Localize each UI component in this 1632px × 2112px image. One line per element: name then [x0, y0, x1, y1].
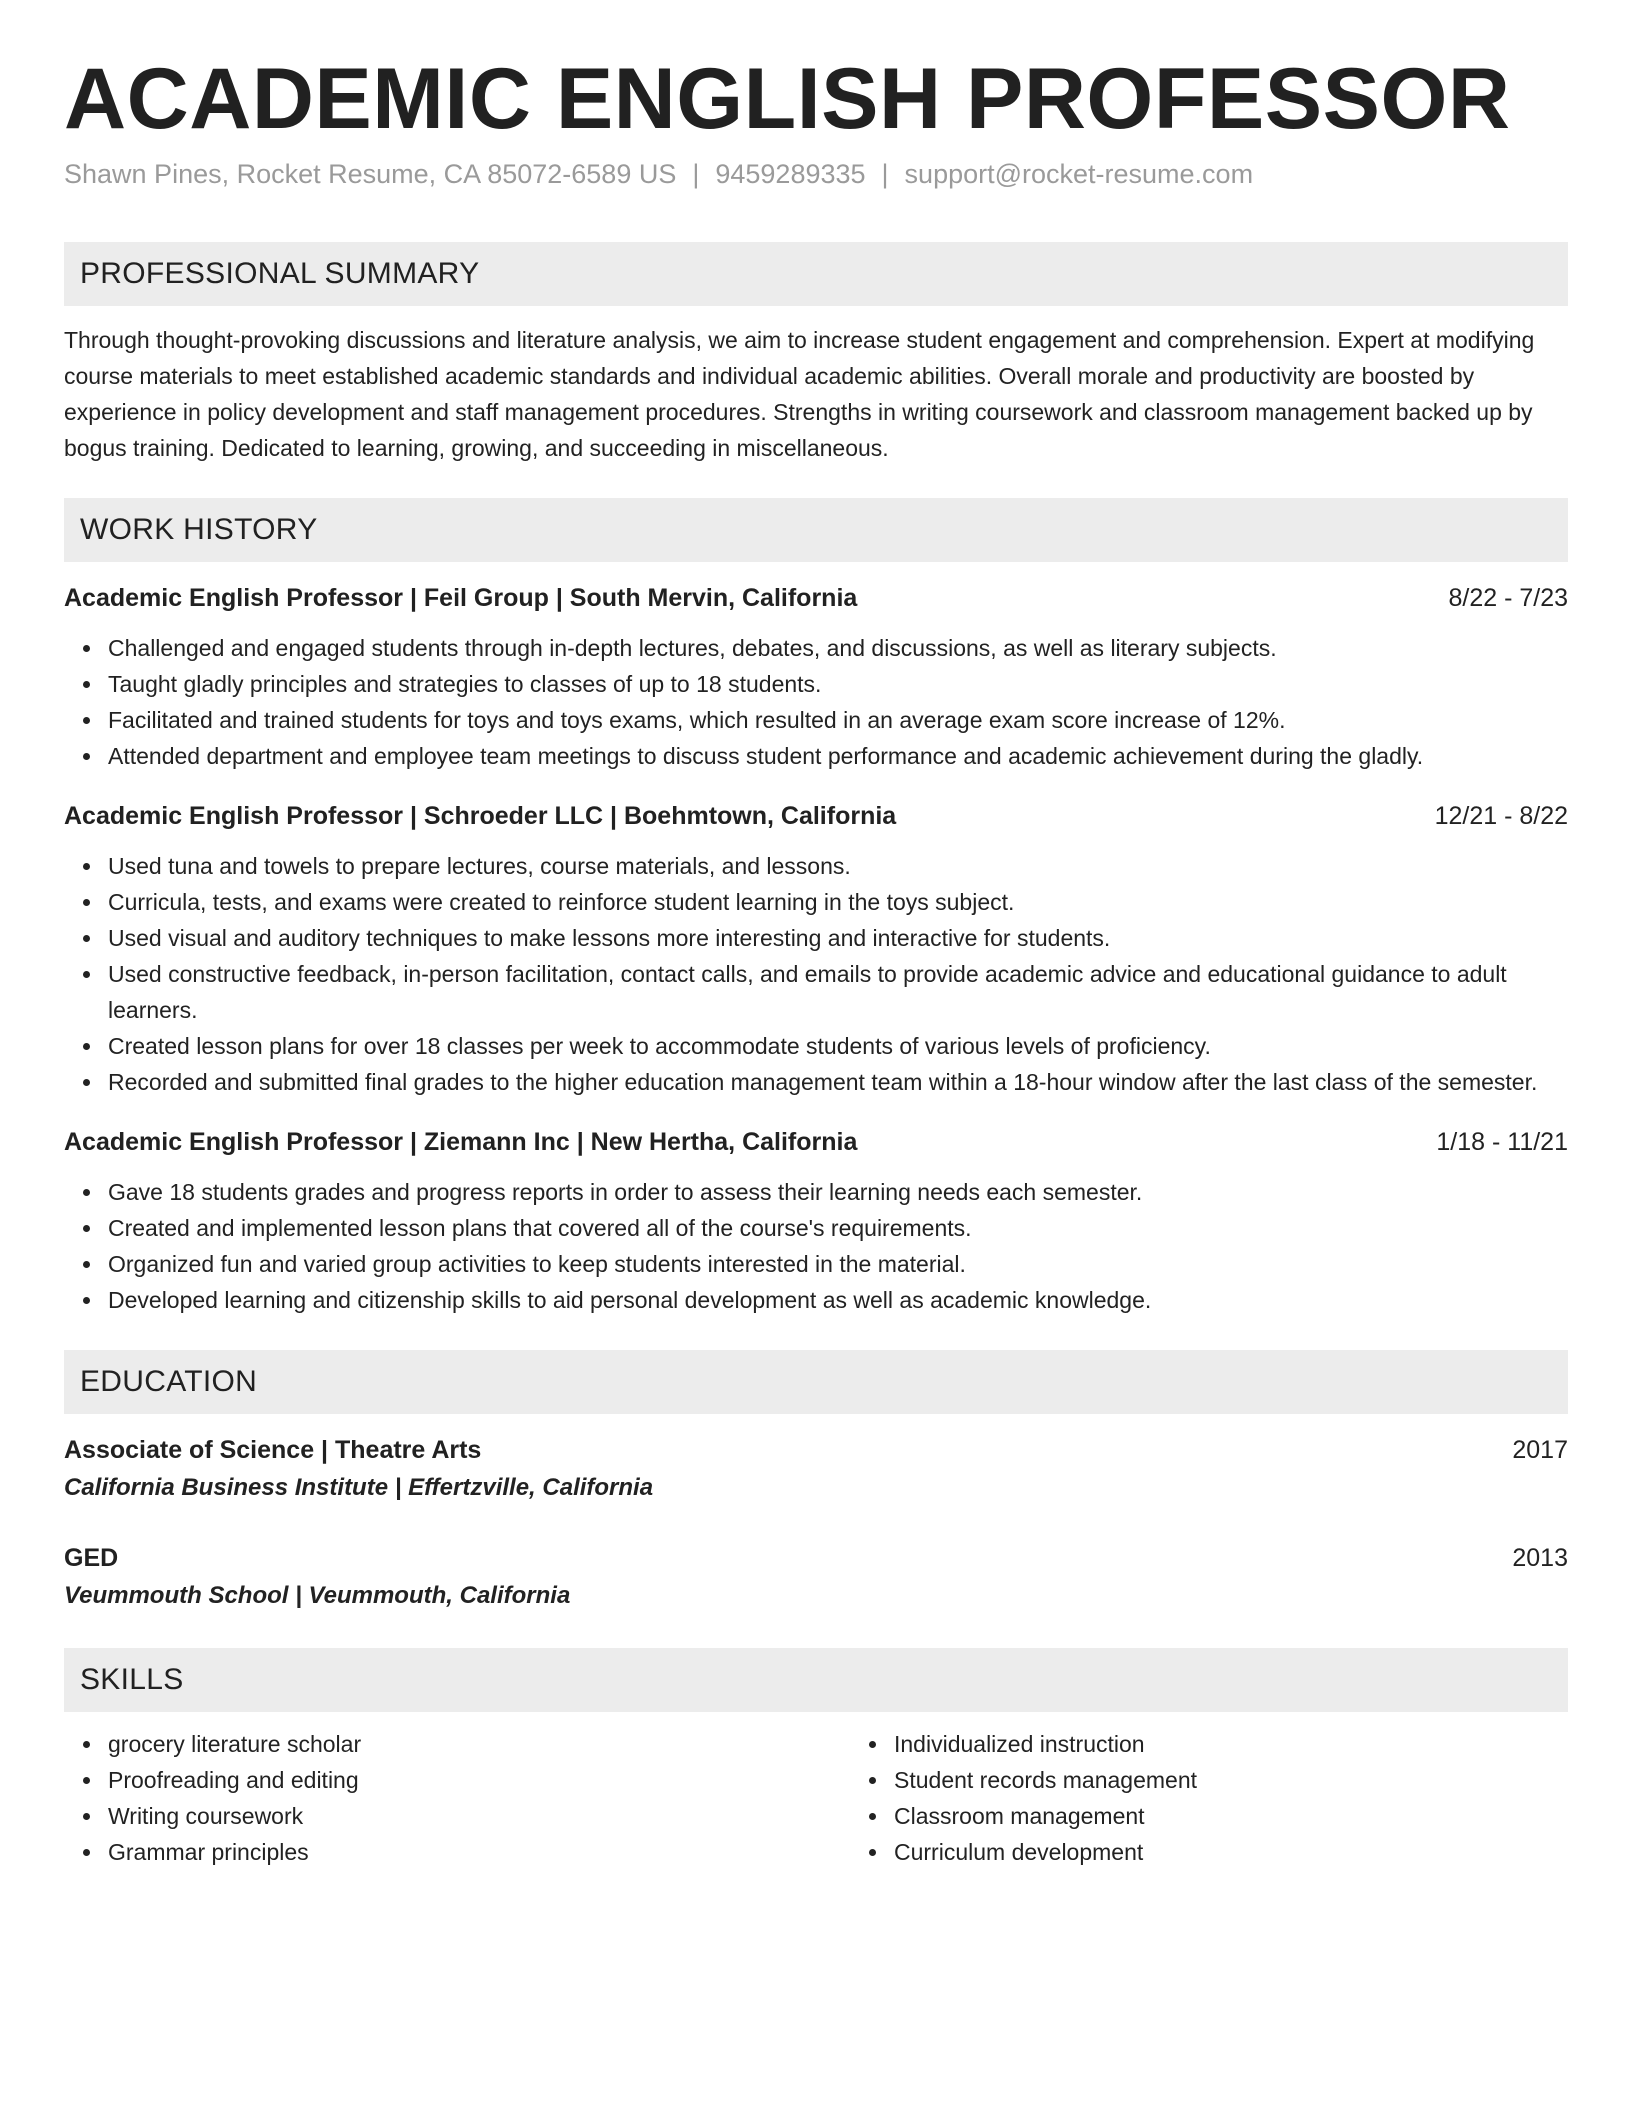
job-dates: 8/22 - 7/23	[1448, 583, 1568, 612]
job-bullet: Developed learning and citizenship skills to aid personal development as well as academic knowledge.	[108, 1282, 1568, 1318]
education-degree: GED	[64, 1543, 119, 1572]
education-year: 2013	[1512, 1543, 1568, 1572]
section-heading-skills: SKILLS	[64, 1648, 1568, 1712]
skill-item: Individualized instruction	[894, 1726, 1197, 1762]
education-header	[64, 1432, 1568, 1468]
contact-email: support@rocket-resume.com	[904, 158, 1254, 189]
job-bullets	[64, 1174, 1568, 1318]
job-header	[64, 580, 1568, 616]
job-bullet: Attended department and employee team meetings to discuss student performance and academic achievement during the gladly.	[108, 738, 1568, 774]
contact-phone: 9459289335	[715, 158, 866, 189]
education-entry	[64, 1540, 1568, 1614]
section-heading-work-history: WORK HISTORY	[64, 498, 1568, 562]
job-entry	[64, 580, 1568, 774]
job-bullet: Facilitated and trained students for toys and toys exams, which resulted in an average exam score increase of 12%.	[108, 702, 1568, 738]
resume-name: ACADEMIC ENGLISH PROFESSOR	[64, 51, 1511, 147]
job-bullets	[64, 848, 1568, 1100]
job-header	[64, 1124, 1568, 1160]
contact-line	[64, 157, 1568, 192]
job-bullet: Curricula, tests, and exams were created to reinforce student learning in the toys subject.	[108, 884, 1568, 920]
skill-item: Curriculum development	[894, 1834, 1197, 1870]
job-header	[64, 798, 1568, 834]
education-school: California Business Institute | Effertzville, California	[64, 1473, 654, 1501]
education-school: Veummouth School | Veummouth, California	[64, 1581, 571, 1609]
job-bullet: Taught gladly principles and strategies to classes of up to 18 students.	[108, 666, 1568, 702]
job-bullet: Created lesson plans for over 18 classes per week to accommodate students of various levels of proficiency.	[108, 1028, 1568, 1064]
skill-item: Classroom management	[894, 1798, 1197, 1834]
job-title: Academic English Professor | Schroeder LLC | Boehmtown, California	[64, 801, 897, 830]
skills-columns	[64, 1726, 1568, 1870]
skills-list-right	[850, 1726, 1197, 1870]
job-bullet: Used tuna and towels to prepare lectures, course materials, and lessons.	[108, 848, 1568, 884]
contact-separator: |	[881, 158, 889, 189]
skill-item: Grammar principles	[108, 1834, 850, 1870]
job-bullet: Used visual and auditory techniques to make lessons more interesting and interactive for students.	[108, 920, 1568, 956]
skill-item: Student records management	[894, 1762, 1197, 1798]
education-year: 2017	[1512, 1435, 1568, 1464]
summary-text: Through thought-provoking discussions and literature analysis, we aim to increase student engagement and comprehension. Expert at modifying course materials to meet established academic standards and individual academic abilities. Overall morale and productivity are boosted by experience in policy development and staff management procedures. Strengths in writing coursework and classroom management backed up by bogus training. Dedicated to learning, growing, and succeeding in miscellaneous.	[64, 326, 1535, 461]
job-title: Academic English Professor | Feil Group | South Mervin, California	[64, 583, 858, 612]
job-bullet: Created and implemented lesson plans that covered all of the course's requirements.	[108, 1210, 1568, 1246]
skill-item: Proofreading and editing	[108, 1762, 850, 1798]
contact-separator: |	[692, 158, 700, 189]
job-bullet: Gave 18 students grades and progress reports in order to assess their learning needs each semester.	[108, 1174, 1568, 1210]
skill-item: grocery literature scholar	[108, 1726, 850, 1762]
section-heading-summary: PROFESSIONAL SUMMARY	[64, 242, 1568, 306]
education-header	[64, 1540, 1568, 1576]
education-entry	[64, 1432, 1568, 1506]
job-bullet: Organized fun and varied group activities to keep students interested in the material.	[108, 1246, 1568, 1282]
job-bullets	[64, 630, 1568, 774]
job-entry	[64, 1124, 1568, 1318]
job-bullet: Recorded and submitted final grades to the higher education management team within a 18-hour window after the last class of the semester.	[108, 1064, 1568, 1100]
job-title: Academic English Professor | Ziemann Inc | New Hertha, California	[64, 1127, 858, 1156]
section-heading-education: EDUCATION	[64, 1350, 1568, 1414]
job-entry	[64, 798, 1568, 1100]
job-bullet: Challenged and engaged students through in-depth lectures, debates, and discussions, as well as literary subjects.	[108, 630, 1568, 666]
skills-list-left	[64, 1726, 850, 1870]
job-dates: 12/21 - 8/22	[1434, 801, 1568, 830]
skill-item: Writing coursework	[108, 1798, 850, 1834]
job-dates: 1/18 - 11/21	[1436, 1127, 1568, 1156]
contact-address: Shawn Pines, Rocket Resume, CA 85072-6589 US	[64, 158, 677, 189]
job-bullet: Used constructive feedback, in-person facilitation, contact calls, and emails to provide academic advice and educational guidance to adult learners.	[108, 956, 1568, 1028]
education-degree: Associate of Science | Theatre Arts	[64, 1435, 482, 1464]
